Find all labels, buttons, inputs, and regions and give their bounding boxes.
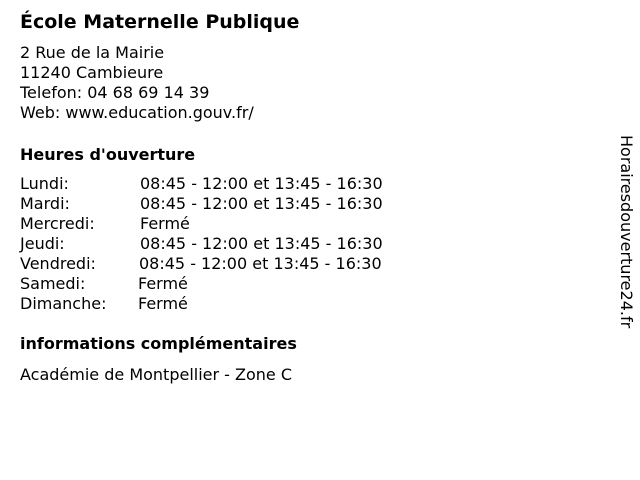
hours-row-friday — [20, 254, 440, 274]
street-address: 2 Rue de la Mairie — [20, 43, 165, 62]
hours-row-wednesday — [20, 214, 440, 234]
time-value: Fermé — [138, 274, 188, 293]
day-label: Mercredi: — [20, 214, 95, 233]
day-label: Lundi: — [20, 174, 69, 193]
info-heading: informations complémentaires — [20, 334, 297, 353]
address-block — [20, 43, 254, 123]
hours-row-thursday — [20, 234, 440, 254]
phone-number: Telefon: 04 68 69 14 39 — [20, 83, 210, 102]
day-label: Dimanche: — [20, 294, 107, 313]
watermark-text: Horairesdouverture24.fr — [617, 135, 636, 329]
hours-row-tuesday — [20, 194, 440, 214]
opening-hours-table — [20, 174, 440, 314]
day-label: Mardi: — [20, 194, 70, 213]
hours-row-sunday — [20, 294, 440, 314]
day-label: Vendredi: — [20, 254, 96, 273]
time-value: 08:45 - 12:00 et 13:45 - 16:30 — [140, 234, 383, 253]
time-value: 08:45 - 12:00 et 13:45 - 16:30 — [139, 254, 382, 273]
hours-heading: Heures d'ouverture — [20, 145, 196, 164]
day-label: Jeudi: — [20, 234, 65, 253]
time-value: 08:45 - 12:00 et 13:45 - 16:30 — [140, 194, 383, 213]
hours-row-saturday — [20, 274, 440, 294]
time-value: Fermé — [140, 214, 190, 233]
website-link[interactable]: Web: www.education.gouv.fr/ — [20, 103, 254, 122]
time-value: 08:45 - 12:00 et 13:45 - 16:30 — [140, 174, 383, 193]
page-title: École Maternelle Publique — [20, 11, 300, 33]
time-value: Fermé — [138, 294, 188, 313]
day-label: Samedi: — [20, 274, 86, 293]
hours-row-monday — [20, 174, 440, 194]
city-postcode: 11240 Cambieure — [20, 63, 164, 82]
info-text: Académie de Montpellier - Zone C — [20, 365, 293, 384]
